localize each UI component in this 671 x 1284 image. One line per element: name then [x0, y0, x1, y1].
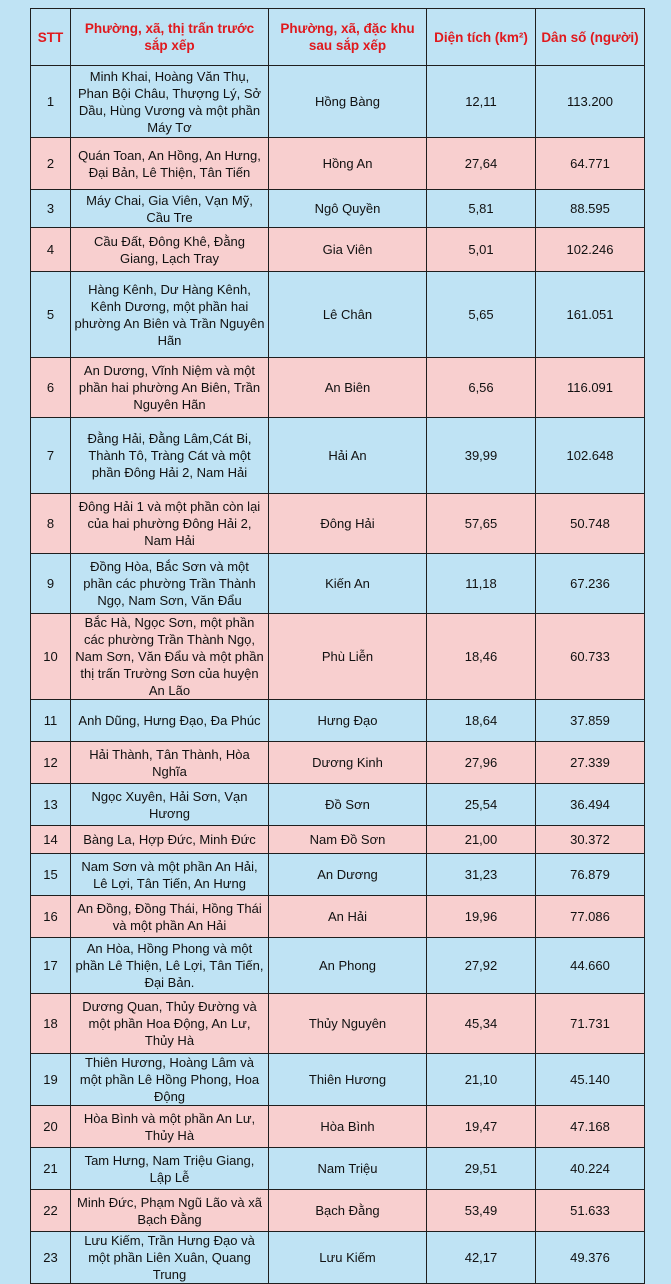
- cell-area: 45,34: [427, 994, 536, 1054]
- table-row: [31, 1190, 645, 1232]
- table-row: [31, 742, 645, 784]
- cell-population: 49.376: [536, 1232, 645, 1284]
- table-row: [31, 784, 645, 826]
- header-stt: STT: [31, 9, 71, 66]
- cell-stt: 9: [31, 554, 71, 614]
- cell-stt: 20: [31, 1106, 71, 1148]
- table-row: [31, 358, 645, 418]
- cell-before: Dương Quan, Thủy Đường và một phần Hoa Động, An Lư, Thủy Hà: [71, 994, 269, 1054]
- cell-area: 11,18: [427, 554, 536, 614]
- table-row: [31, 854, 645, 896]
- cell-population: 77.086: [536, 896, 645, 938]
- table-row: [31, 938, 645, 994]
- cell-population: 102.246: [536, 228, 645, 272]
- cell-before: Tam Hưng, Nam Triệu Giang, Lập Lễ: [71, 1148, 269, 1190]
- cell-stt: 8: [31, 494, 71, 554]
- cell-population: 71.731: [536, 994, 645, 1054]
- cell-area: 27,96: [427, 742, 536, 784]
- cell-area: 5,81: [427, 190, 536, 228]
- cell-after: Bạch Đằng: [269, 1190, 427, 1232]
- table-row: [31, 66, 645, 138]
- cell-before: Quán Toan, An Hồng, An Hưng, Đại Bản, Lê Thiện, Tân Tiến: [71, 138, 269, 190]
- cell-after: Hưng Đạo: [269, 700, 427, 742]
- cell-area: 18,64: [427, 700, 536, 742]
- ward-merger-table: [30, 8, 645, 1284]
- cell-stt: 11: [31, 700, 71, 742]
- table-body: [31, 66, 645, 1284]
- cell-area: 57,65: [427, 494, 536, 554]
- cell-area: 18,46: [427, 614, 536, 700]
- table-row: [31, 1106, 645, 1148]
- table-row: [31, 994, 645, 1054]
- cell-stt: 16: [31, 896, 71, 938]
- cell-population: 36.494: [536, 784, 645, 826]
- cell-stt: 19: [31, 1054, 71, 1106]
- cell-area: 5,01: [427, 228, 536, 272]
- cell-area: 5,65: [427, 272, 536, 358]
- cell-area: 27,92: [427, 938, 536, 994]
- cell-area: 29,51: [427, 1148, 536, 1190]
- cell-after: Ngô Quyền: [269, 190, 427, 228]
- cell-after: Nam Triệu: [269, 1148, 427, 1190]
- cell-stt: 10: [31, 614, 71, 700]
- table-container: [30, 8, 644, 1284]
- cell-population: 88.595: [536, 190, 645, 228]
- cell-area: 21,00: [427, 826, 536, 854]
- table-row: [31, 1232, 645, 1284]
- cell-before: Thiên Hương, Hoàng Lâm và một phần Lê Hồng Phong, Hoa Động: [71, 1054, 269, 1106]
- cell-population: 44.660: [536, 938, 645, 994]
- cell-before: Bắc Hà, Ngọc Sơn, một phần các phường Trần Thành Ngọ, Nam Sơn, Văn Đẩu và một phần thị trấn Trường Sơn của huyện An Lão: [71, 614, 269, 700]
- cell-before: Hàng Kênh, Dư Hàng Kênh, Kênh Dương, một phần hai phường An Biên và Trần Nguyên Hãn: [71, 272, 269, 358]
- cell-area: 27,64: [427, 138, 536, 190]
- cell-after: Hồng Bàng: [269, 66, 427, 138]
- cell-population: 30.372: [536, 826, 645, 854]
- cell-before: Lưu Kiếm, Trần Hưng Đạo và một phần Liên Xuân, Quang Trung: [71, 1232, 269, 1284]
- cell-before: Đồng Hòa, Bắc Sơn và một phần các phường Trần Thành Ngọ, Nam Sơn, Văn Đẩu: [71, 554, 269, 614]
- cell-after: An Dương: [269, 854, 427, 896]
- cell-after: Thiên Hương: [269, 1054, 427, 1106]
- cell-after: Nam Đồ Sơn: [269, 826, 427, 854]
- cell-stt: 21: [31, 1148, 71, 1190]
- table-row: [31, 190, 645, 228]
- table-row: [31, 826, 645, 854]
- cell-stt: 14: [31, 826, 71, 854]
- cell-population: 40.224: [536, 1148, 645, 1190]
- cell-before: Minh Khai, Hoàng Văn Thụ, Phan Bội Châu, Thượng Lý, Sở Dầu, Hùng Vương và một phần Máy Tơ: [71, 66, 269, 138]
- cell-area: 39,99: [427, 418, 536, 494]
- table-row: [31, 614, 645, 700]
- cell-population: 64.771: [536, 138, 645, 190]
- cell-before: Minh Đức, Phạm Ngũ Lão và xã Bạch Đằng: [71, 1190, 269, 1232]
- cell-after: Hòa Bình: [269, 1106, 427, 1148]
- cell-after: Gia Viên: [269, 228, 427, 272]
- cell-stt: 2: [31, 138, 71, 190]
- table-header-row: [31, 9, 645, 66]
- cell-before: Đằng Hải, Đằng Lâm,Cát Bi, Thành Tô, Tràng Cát và một phần Đông Hải 2, Nam Hải: [71, 418, 269, 494]
- cell-stt: 23: [31, 1232, 71, 1284]
- cell-before: Máy Chai, Gia Viên, Vạn Mỹ, Cầu Tre: [71, 190, 269, 228]
- cell-area: 21,10: [427, 1054, 536, 1106]
- cell-area: 53,49: [427, 1190, 536, 1232]
- cell-stt: 4: [31, 228, 71, 272]
- cell-area: 42,17: [427, 1232, 536, 1284]
- cell-area: 25,54: [427, 784, 536, 826]
- table-row: [31, 494, 645, 554]
- cell-after: Dương Kinh: [269, 742, 427, 784]
- table-row: [31, 418, 645, 494]
- cell-stt: 12: [31, 742, 71, 784]
- cell-population: 161.051: [536, 272, 645, 358]
- cell-before: Nam Sơn và một phần An Hải, Lê Lợi, Tân Tiến, An Hưng: [71, 854, 269, 896]
- cell-before: Hải Thành, Tân Thành, Hòa Nghĩa: [71, 742, 269, 784]
- table-row: [31, 228, 645, 272]
- cell-after: Lê Chân: [269, 272, 427, 358]
- cell-area: 31,23: [427, 854, 536, 896]
- table-row: [31, 896, 645, 938]
- table-row: [31, 1148, 645, 1190]
- cell-after: Hải An: [269, 418, 427, 494]
- cell-before: Bàng La, Hợp Đức, Minh Đức: [71, 826, 269, 854]
- cell-after: An Phong: [269, 938, 427, 994]
- cell-stt: 3: [31, 190, 71, 228]
- cell-population: 50.748: [536, 494, 645, 554]
- cell-population: 45.140: [536, 1054, 645, 1106]
- cell-population: 76.879: [536, 854, 645, 896]
- cell-before: An Dương, Vĩnh Niệm và một phần hai phường An Biên, Trần Nguyên Hãn: [71, 358, 269, 418]
- header-population: Dân số (người): [536, 9, 645, 66]
- cell-before: An Hòa, Hồng Phong và một phần Lê Thiện, Lê Lợi, Tân Tiến, Đại Bản.: [71, 938, 269, 994]
- cell-after: Hồng An: [269, 138, 427, 190]
- cell-after: Đông Hải: [269, 494, 427, 554]
- cell-population: 47.168: [536, 1106, 645, 1148]
- table-row: [31, 700, 645, 742]
- cell-stt: 22: [31, 1190, 71, 1232]
- cell-after: Kiến An: [269, 554, 427, 614]
- cell-population: 102.648: [536, 418, 645, 494]
- cell-population: 113.200: [536, 66, 645, 138]
- header-area: Diện tích (km²): [427, 9, 536, 66]
- cell-after: Lưu Kiếm: [269, 1232, 427, 1284]
- table-row: [31, 1054, 645, 1106]
- cell-before: Anh Dũng, Hưng Đạo, Đa Phúc: [71, 700, 269, 742]
- header-before: Phường, xã, thị trấn trước sắp xếp: [71, 9, 269, 66]
- cell-stt: 13: [31, 784, 71, 826]
- cell-after: An Hải: [269, 896, 427, 938]
- cell-population: 67.236: [536, 554, 645, 614]
- cell-stt: 5: [31, 272, 71, 358]
- cell-before: Cầu Đất, Đông Khê, Đằng Giang, Lạch Tray: [71, 228, 269, 272]
- cell-before: Hòa Bình và một phần An Lư, Thủy Hà: [71, 1106, 269, 1148]
- cell-population: 27.339: [536, 742, 645, 784]
- cell-before: An Đồng, Đồng Thái, Hồng Thái và một phần An Hải: [71, 896, 269, 938]
- cell-area: 19,47: [427, 1106, 536, 1148]
- cell-stt: 18: [31, 994, 71, 1054]
- cell-area: 19,96: [427, 896, 536, 938]
- cell-population: 51.633: [536, 1190, 645, 1232]
- cell-after: Phù Liễn: [269, 614, 427, 700]
- cell-after: An Biên: [269, 358, 427, 418]
- cell-after: Đồ Sơn: [269, 784, 427, 826]
- table-row: [31, 272, 645, 358]
- cell-stt: 6: [31, 358, 71, 418]
- cell-population: 116.091: [536, 358, 645, 418]
- cell-stt: 17: [31, 938, 71, 994]
- cell-population: 37.859: [536, 700, 645, 742]
- cell-stt: 7: [31, 418, 71, 494]
- table-row: [31, 554, 645, 614]
- cell-after: Thủy Nguyên: [269, 994, 427, 1054]
- cell-population: 60.733: [536, 614, 645, 700]
- cell-area: 12,11: [427, 66, 536, 138]
- cell-before: Ngọc Xuyên, Hải Sơn, Vạn Hương: [71, 784, 269, 826]
- cell-stt: 15: [31, 854, 71, 896]
- cell-area: 6,56: [427, 358, 536, 418]
- header-after: Phường, xã, đặc khu sau sắp xếp: [269, 9, 427, 66]
- cell-stt: 1: [31, 66, 71, 138]
- cell-before: Đông Hải 1 và một phần còn lại của hai phường Đông Hải 2, Nam Hải: [71, 494, 269, 554]
- table-row: [31, 138, 645, 190]
